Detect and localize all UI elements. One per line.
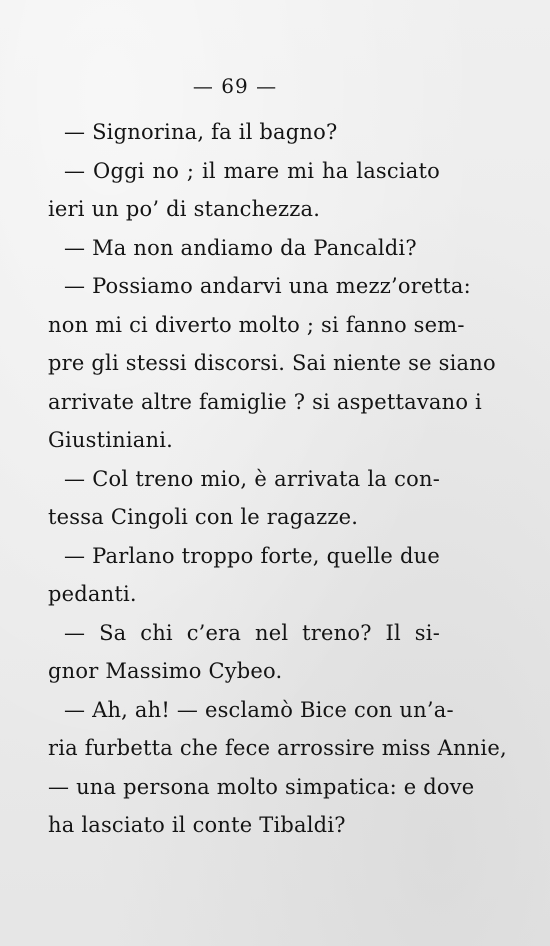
text-line: — Signorina, fa il bagno? — [64, 120, 338, 144]
text-line: — Ma non andiamo da Pancaldi? — [64, 235, 417, 260]
text-line: — Col treno mio, è arrivata la con- — [64, 466, 440, 491]
text-line: — Parlano troppo forte, quelle due — [64, 543, 440, 568]
text-line: pre gli stessi discorsi. Sai niente se siano — [48, 351, 496, 375]
text-line: tessa Cingoli con le ragazze. — [48, 505, 359, 529]
text-line: ha lasciato il conte Tibaldi? — [48, 813, 346, 837]
text-line: ria furbetta che fece arrossire miss Annie, — [48, 736, 507, 760]
page-number: — 69 — — [192, 74, 278, 98]
text-line: — Oggi no ; il mare mi ha lasciato — [64, 158, 440, 183]
text-line: — Possiamo andarvi una mezz’oretta: — [64, 274, 471, 298]
text-line: — Ah, ah! — esclamò Bice con un’a- — [64, 697, 454, 722]
body-text — [48, 113, 507, 845]
text-line: arrivate altre famiglie ? si aspettavano i — [48, 389, 482, 414]
text-line: — una persona molto simpatica: e dove — [48, 774, 475, 799]
text-line: gnor Massimo Cybeo. — [48, 659, 283, 683]
text-line: non mi ci diverto molto ; si fanno sem- — [48, 312, 465, 337]
text-line: — Sa chi c’era nel treno? Il si- — [64, 620, 440, 645]
text-line: Giustiniani. — [48, 428, 174, 452]
text-line: ieri un po’ di stanchezza. — [48, 197, 321, 221]
text-line: pedanti. — [48, 582, 137, 606]
